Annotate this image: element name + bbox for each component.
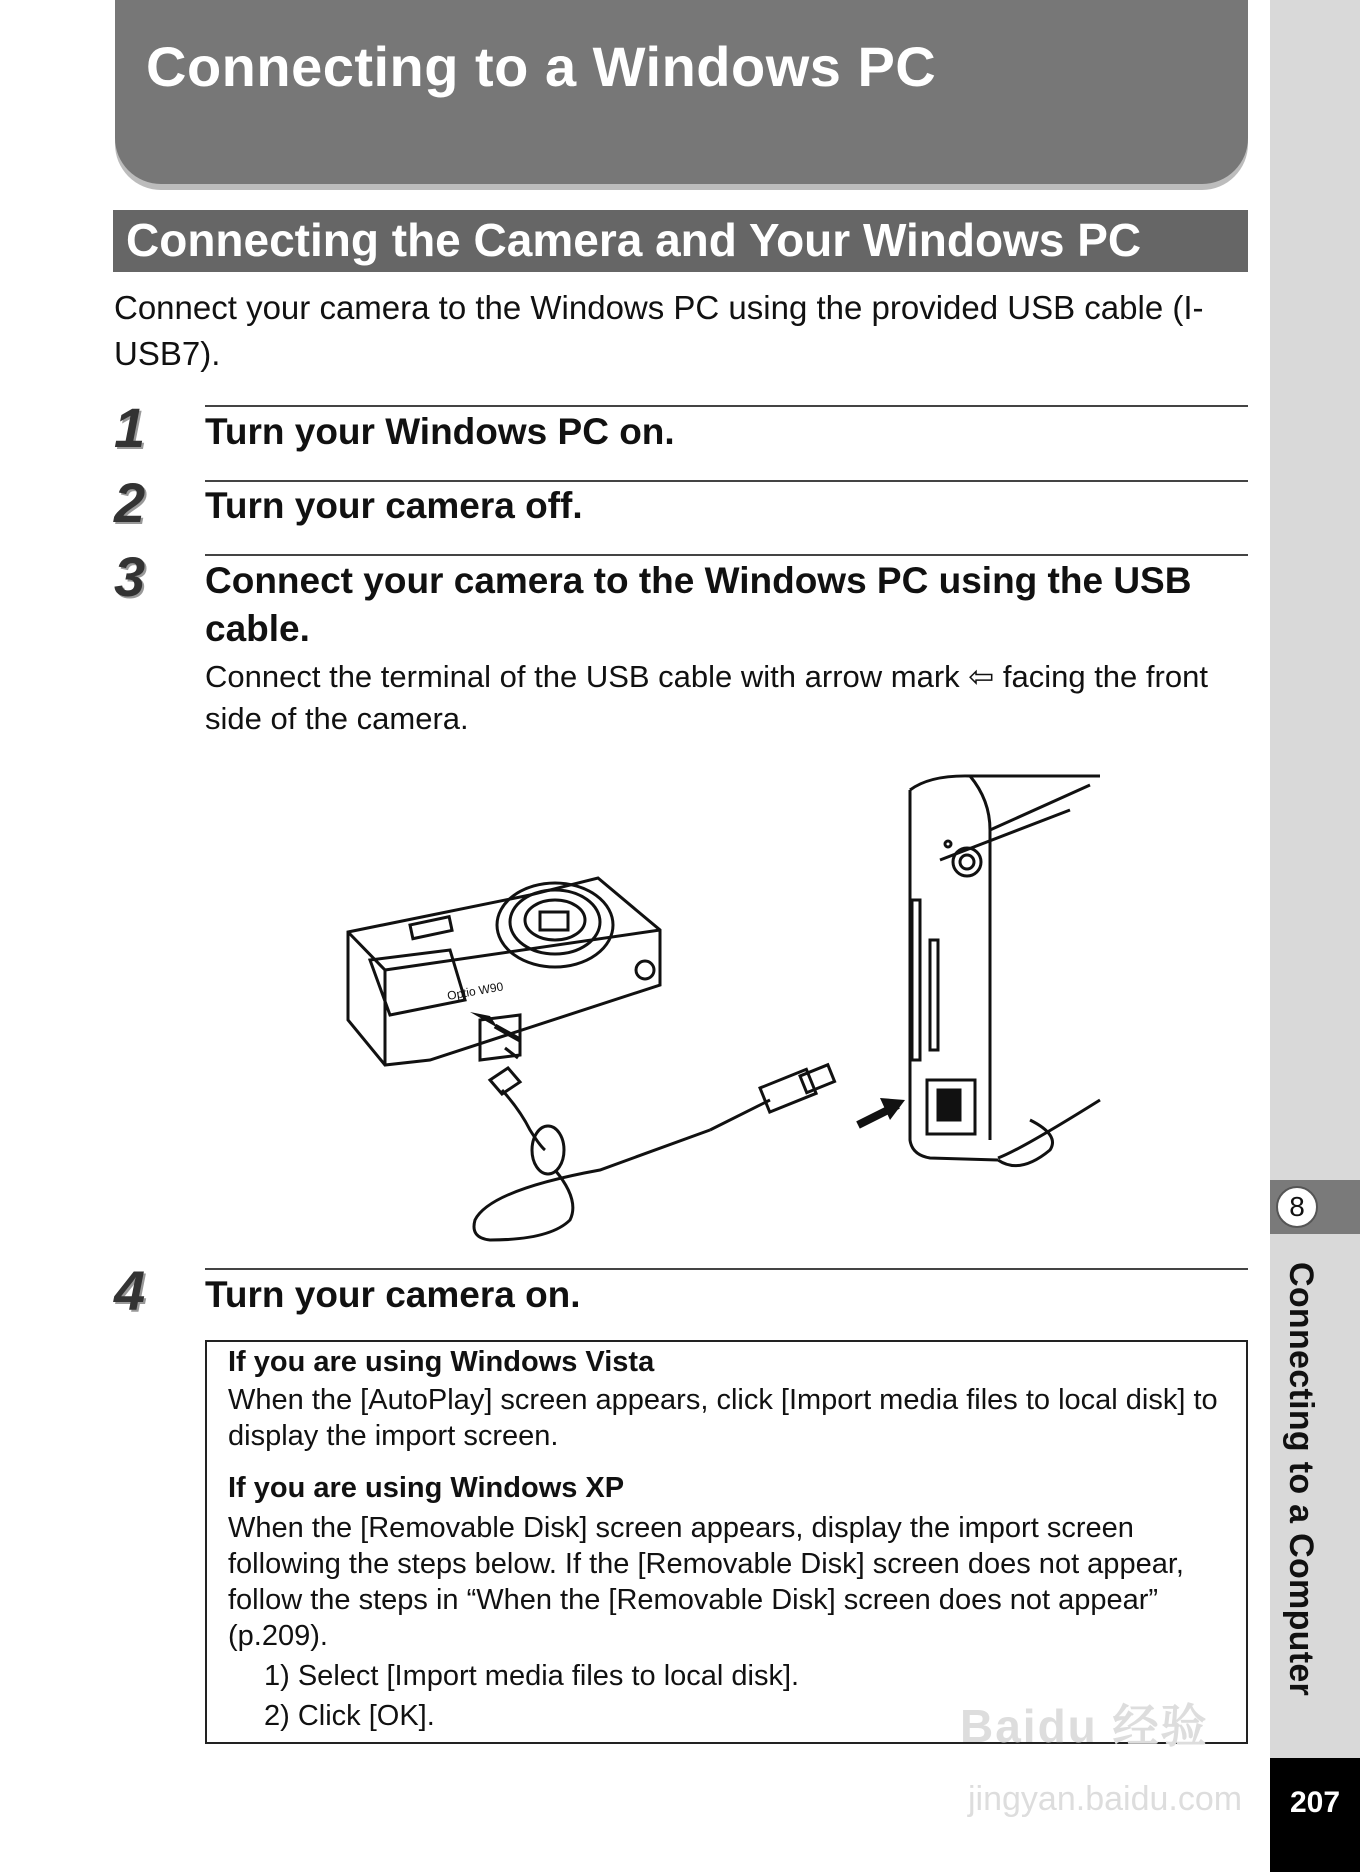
xp-text: When the [Removable Disk] screen appears, display the import screen following the steps below. If the [Removable Disk] screen does not appear, follow the steps in “When the [Removable Disk] screen does not appear” (p.209). [228,1512,1184,1652]
vista-heading: If you are using Windows Vista [228,1346,655,1378]
step-number: 2 [114,471,146,534]
intro-paragraph: Connect your camera to the Windows PC using the provided USB cable (I-USB7). [114,289,1204,372]
section-title: Connecting the Camera and Your Windows PC [126,214,1142,266]
baidu-watermark: Baidu 经验 [960,1700,1209,1752]
watermark-url: jingyan.baidu.com [968,1780,1243,1818]
step-number: 3 [114,545,146,608]
page-number: 207 [1270,1758,1360,1872]
chapter-number: 8 [1276,1186,1318,1228]
step-number: 4 [114,1259,146,1322]
step-title: Turn your camera off. [205,485,583,526]
xp-heading: If you are using Windows XP [228,1472,625,1504]
camera-usb-connection-illustration [330,770,1120,1250]
step-title: Turn your Windows PC on. [205,411,675,452]
step-divider [205,1268,1248,1270]
vista-text: When the [AutoPlay] screen appears, click [Import media files to local disk] to display the import screen. [228,1384,1218,1452]
chapter-side-label: Connecting to a Computer [1282,1262,1320,1697]
xp-step: 1) Select [Import media files to local disk]. [264,1660,800,1692]
step-divider [205,405,1248,407]
xp-step: 2) Click [OK]. [264,1700,435,1732]
chapter-title: Connecting to a Windows PC [146,35,937,98]
step-title: Turn your camera on. [205,1274,581,1315]
step-description: Connect the terminal of the USB cable with arrow mark ⇦ facing the front side of the camera. [205,659,1208,736]
step-divider [205,554,1248,556]
step-number: 1 [114,396,146,459]
camera-model-text: Optio W90 [446,979,505,1003]
step-title: Connect your camera to the Windows PC using the USB cable. [205,560,1192,649]
